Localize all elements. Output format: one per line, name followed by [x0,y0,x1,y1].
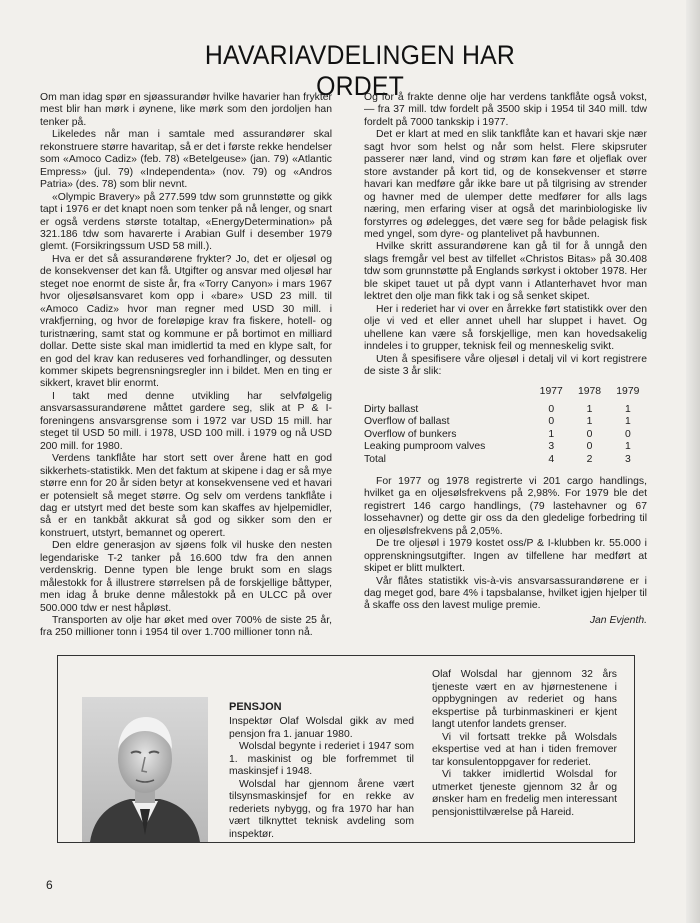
page-number: 6 [46,878,53,892]
row-label: Overflow of bunkers [364,428,457,440]
box-heading: PENSJON [229,701,282,713]
table-row [364,416,647,428]
paragraph: Vi vil fortsatt trekke på Wolsdals ekspertise ved at han i tiden fremover tar konsulentoppgaver for rederiet. [432,731,617,768]
box-column-right [432,669,617,819]
table-header-row [364,386,647,403]
paragraph: Det er klart at med en slik tankflåte kan et havari skje nær sagt hvor som helst og når som helst. Flere skipsruter passerer nær land, vind og strøm kan føre et oljeflak over store avstander på kort tid, og de konsekvenser et større havari kan medføre går ikke bare ut på tilgrising av strender og havner med de ulemper dette medfører for alls lags næring, men erfaring viser at også det marinbiologiske liv forstyrres og ødelegges, det være seg for både pelagisk fisk med yngel, som dyre- og plantelivet på havbunnen. [364,129,647,240]
paragraph: Om man idag spør en sjøassurandør hvilke havarier han frykter mest blir han mørk i øynene, like mørk som den jordoljen han tenker på. [40,92,332,128]
article-column-left [40,92,332,640]
table-row [364,429,647,441]
paragraph: Transporten av olje har øket med over 700% de siste 25 år, fra 250 millioner tonn i 1954 til over 1.700 millioner tonn nå. [40,615,332,639]
paragraph: Vi takker imidlertid Wolsdal for utmerket tjeneste gjennom 32 år og ønsker ham en fredelig men interessant pensjonisttilværelse på Hareid. [432,769,617,818]
paragraph: Hvilke skritt assurandørene kan gå til for å unngå den slags fremgår vel best av tilfellet «Christos Bitas» på 30.408 tdw som grunnstøtte på Englands sørkyst i oktober 1978. Her ble skipet tauet ut på dypt vann i Atlanterhavet hvor man lektret den olje man fikk tak i og så senket skipet. [364,241,647,303]
page-edge-shadow [686,0,700,923]
cell-value: 1 [624,441,631,453]
paragraph: Inspektør Olaf Wolsdal gikk av med pensjon fra 1. januar 1980. [229,716,414,740]
year-header: 1978 [577,386,602,398]
cell-value: 2 [586,453,593,465]
table-row-total [364,454,647,466]
paragraph: For 1977 og 1978 registrerte vi 201 cargo handlings, hvilket ga en oljesølsfrekvens på 2,98%. For 1979 ble det registrert 146 cargo handlings, (79 lastehavner og 67 lossehavner) og dette gir oss da den gledelige forbedring til en oljesølsfrekvens på 2,05%. [364,475,647,537]
cell-value: 0 [548,403,555,415]
cell-value: 1 [586,416,593,428]
cell-value: 4 [548,453,555,465]
year-header: 1977 [539,386,563,398]
cell-value: 3 [624,453,631,465]
paragraph: Wolsdal har gjennom årene vært tilsynsmaskinsjef for en rekke av rederiets nybygg, og fra 1970 har han vært tilknyttet teknisk avdeling som inspektør. [229,778,414,840]
table-row [364,441,647,453]
cell-value: 0 [548,416,555,428]
row-label: Leaking pumproom valves [364,441,486,453]
paragraph: Vår flåtes statistikk vis-à-vis ansvarsassurandørene er i dag meget god, bare 4% i tapsbalanse, hvilket igjen hjelper til å skaffe oss den lavest mulige premie. [364,575,647,612]
portrait-photo [82,697,208,842]
cell-value: 3 [548,441,555,453]
cell-value: 0 [586,441,593,453]
cell-value: 1 [586,403,593,415]
cell-value: 0 [624,428,631,440]
paragraph: Wolsdal begynte i rederiet i 1947 som 1. maskinist og ble forfremmet til maskinsjef i 1948. [229,741,414,777]
year-header: 1979 [616,386,640,398]
cell-value: 1 [624,403,631,415]
row-label: Total [364,453,386,465]
paragraph: Hva er det så assurandørene frykter? Jo, det er oljesøl og de konsekvenser det kan få. Utgifter og ansvar med oljesøl har steget noe enormt de siste år, fra «Torry Canyon» i mars 1967 hvor oljesølsansvaret kom opp i «bare» USD 23 mill. til «Amoco Cadiz» hvor man regner med USD 30 mill. i vrakfjerning, og hvor de foreløpige krav fra fiskere, hotell- og turistnæring, samt stat og kommune er på bortimot en milliard dollar. Dette siste skal man imidlertid ta med en klype salt, for en god del krav kan reduseres ved forhandlinger, og dessuten kommer skipets begrensningsregler inn i bildet. Men en ting er sikkert, kravet blir enormt. [40,253,332,390]
box-column-left [229,716,414,841]
paragraph: Likeledes når man i samtale med assurandører skal rekonstruere større havaritap, så er det i første rekke hendelser som «Amoco Cadiz» (feb. 78) «Betelgeuse» (jan. 79) «Atlantic Empress» (jul. 79) «Independenta» (nov. 79) og «Andros Patria» (des. 78) som blir nevnt. [40,129,332,191]
cell-value: 1 [548,428,555,440]
row-label: Dirty ballast [364,403,419,415]
paragraph: Her i rederiet har vi over en årrekke ført statistikk over den olje vi ved et eller annet uhell har sluppet i havet. Og uhellene kan være så forskjellige, men kan hovedsakelig inndeles i to grupper, teknisk feil og menneskelig svikt. [364,303,647,353]
table-row [364,404,647,416]
paragraph: «Olympic Bravery» på 277.599 tdw som grunnstøtte og gikk tapt i 1976 er det knapt noen som tenker på nå lenger, og snart er også verdens største totaltap, «EnergyDetermination» på 321.186 tdw som havarerte i Arabian Gulf i desember 1979 glemt. (Forsikringssum USD 58 mill.). [40,191,332,253]
paragraph: I takt med denne utvikling har selvfølgelig ansvarsassurandørene måttet gardere seg, slik at P & I-foreningens ansvarsgrense som i 1972 var USD 15 mill. har steget til USD 50 mill. i 1978, USD 100 mill. i 1979 og nå USD 200 mill. for 1980. [40,390,332,452]
author-signature: Jan Evjenth. [589,614,647,626]
cell-value: 1 [624,416,631,428]
row-label: Overflow of ballast [364,416,450,428]
cell-value: 0 [586,428,593,440]
paragraph: De tre oljesøl i 1979 kostet oss/P & I-klubben kr. 55.000 i opprenskningsutgifter. Ingen av tilfellene har medført at skipet er blitt mulktert. [364,538,647,575]
oil-spill-statistics-table [364,386,647,465]
article-column-right [364,92,647,627]
article-title: HAVARIAVDELINGEN HAR ORDET [204,40,516,101]
paragraph: Olaf Wolsdal har gjennom 32 års tjeneste vært en av hjørnestenene i oppbygningen av rederiet og hans ekspertise på turbinmaskineri er kjent langt utenfor landets grenser. [432,669,617,730]
paragraph: Og for å frakte denne olje har verdens tankflåte også vokst, — fra 37 mill. tdw fordelt på 3500 skip i 1954 til 340 mill. tdw fordelt på 7000 tankskip i 1977. [364,92,647,128]
paragraph: Verdens tankflåte har stort sett over årene hatt en god sikkerhets-statistikk. Men det faktum at skipene i dag er så mye større enn for 20 år siden betyr at konsekvensene ved et havari er potensielt så meget større. Og selv om verdens tankflåte i dag er utstyrt med det beste som kan skaffes av hjelpemidler, så er en tankbåt akkurat så god og sikker som den er konstruert, utstyrt, bemannet og operert. [40,453,332,539]
paragraph: Den eldre generasjon av sjøens folk vil huske den nesten legendariske T-2 tanker på 16.600 tdw fra den annen verdenskrig. Denne typen ble lenge brukt som en slags målestokk for å illustrere størrelsen på de forskjellige båttyper, men idag å bruke denne målestokk på en ULCC på over 500.000 tdw er nest håpløst. [40,540,332,614]
paragraph: Uten å spesifisere våre oljesøl i detalj vil vi kort registrere de siste 3 år slik: [364,353,647,377]
portrait-image [82,697,208,842]
